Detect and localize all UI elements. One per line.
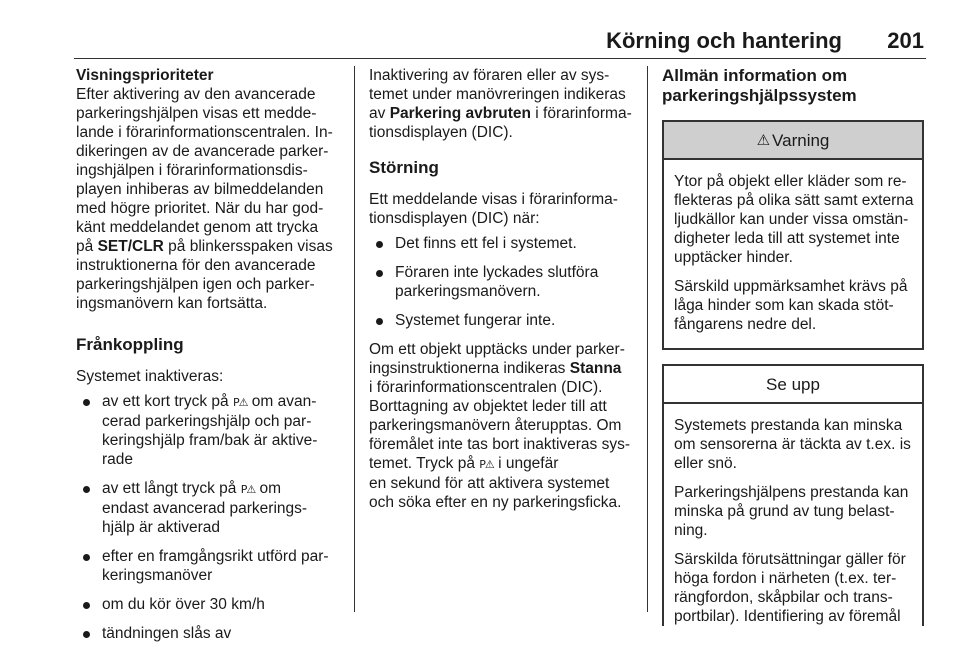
text-line: parkeringshjälpen visas ett medde- [76,105,317,122]
parking-assist-icon: P⚠ [232,396,248,409]
text-line [369,104,632,123]
column-divider-1 [354,66,355,612]
text-fragment: på blinkersspaken visas [163,238,333,255]
text-fragment: på [76,238,98,255]
text-line: en sekund för att aktivera systemet [369,475,610,492]
text-line: om sensorerna är täckta av t.ex. is [674,436,911,453]
warning-label: Varning [772,130,830,150]
list-item [76,547,342,585]
caution-paragraph [674,550,914,626]
text-line: hjälp är aktiverad [102,519,221,536]
page-header-title: Körning och hantering [606,28,842,53]
text-line: tionsdisplayen (DIC). [369,124,513,141]
text-line: eller snö. [674,455,737,472]
text-line: Parkeringshjälpens prestanda kan [674,484,909,501]
bullet-icon [376,241,383,248]
text-fragment: av ett kort tryck på [102,393,233,410]
page-number: 201 [887,28,924,53]
text-line: temet under manövreringen indikeras [369,86,626,103]
text-fragment: ingsinstruktionerna indikeras [369,360,570,377]
text-line: Föraren inte lyckades slutföra [395,264,599,281]
text-line [369,454,632,474]
bullet-icon [83,399,90,406]
text-line: keringsmanöver [102,567,213,584]
bullet-icon [83,554,90,561]
caution-body [664,404,922,626]
list-item [76,479,342,537]
text-line: med högre prioritet. När du har god- [76,200,324,217]
caution-header: Se upp [664,366,922,404]
text-line: Ytor på objekt eller kläder som re- [674,173,907,190]
column-divider-2 [647,66,648,612]
caution-paragraph [674,416,914,473]
text-line: parkeringshjälpssystem [662,86,857,105]
text-line: ingsmanövern kan fortsätta. [76,295,268,312]
text-line: upptäcker hinder. [674,249,793,266]
text-line: känt meddelandet genom att trycka [76,219,319,236]
deactivation-list [76,392,342,643]
text-line: föremålet inte tas bort inaktiveras sys- [369,436,631,453]
parking-assist-icon: P⚠ [479,458,494,471]
text-line: Systemets prestanda kan minska [674,417,903,434]
text-line: tionsdisplayen (DIC) när: [369,210,540,227]
parking-assist-icon: P⚠ [240,483,256,496]
display-priorities-paragraph [76,85,342,313]
text-line: om du kör över 30 km/h [102,596,265,613]
text-line: parkeringsmanövern. [395,283,541,300]
text-line: Särskild uppmärksamhet krävs på [674,278,908,295]
warning-header [664,122,922,160]
deactivation-indication-paragraph [369,66,632,142]
text-line: portbilar). Identifiering av föremål [674,608,901,625]
caution-box [662,364,924,626]
warning-box [662,120,924,350]
fault-heading: Störning [369,158,439,177]
text-line: parkeringshjälpen igen och parker- [76,276,315,293]
text-line: Allmän information om [662,66,848,85]
general-info-heading [662,66,924,106]
text-line: och söka efter en ny parkeringsficka. [369,494,622,511]
text-line: i förarinformationscentralen (DIC). [369,379,603,396]
column-2 [369,66,632,522]
warning-triangle-icon: ⚠ [756,130,771,149]
deactivation-intro: Systemet inaktiveras: [76,368,224,385]
bullet-icon [83,486,90,493]
header-rule [74,58,926,59]
text-line: playen inhiberas av bilmeddelanden [76,181,324,198]
text-line [76,237,342,256]
text-line: keringshjälp fram/bak är aktive- [102,432,318,449]
text-fragment: av [369,105,390,122]
list-item [369,311,632,330]
text-line: dikeringen av de avancerade parker- [76,143,329,160]
text-fragment: av ett långt tryck på [102,480,241,497]
text-line: fångarens nedre del. [674,316,817,333]
bullet-icon [376,270,383,277]
list-item [76,392,342,469]
object-detected-paragraph [369,340,632,512]
text-line: Inaktivering av föraren eller av sys- [369,67,610,84]
text-line: ingshjälpen i förarinformationsdis- [76,162,308,179]
text-line: rade [102,451,134,468]
text-line: lande i förarinformationscentralen. In- [76,124,333,141]
text-line: låga hinder som kan skada stöt- [674,297,894,314]
text-line: ljudkällor kan under vissa omstän- [674,211,909,228]
stop-label: Stanna [569,360,622,377]
text-line: parkeringsmanövern återupptas. Om [369,417,622,434]
text-line: Ett meddelande visas i förarinforma- [369,191,618,208]
text-line: instruktionerna för den avancerade [76,257,316,274]
warning-body [664,160,922,348]
column-1 [76,66,342,653]
text-line: flekteras på olika sätt samt externa [674,192,914,209]
list-item [76,595,342,614]
text-fragment: i ungefär [493,455,559,472]
text-line: digheter leda till att systemet inte [674,230,900,247]
text-fragment: om [255,480,282,497]
text-line: minska på grund av tung belast- [674,503,895,520]
text-fragment: temet. Tryck på [369,455,480,472]
text-line: rängfordon, skåpbilar och trans- [674,589,893,606]
column-3 [662,66,924,640]
text-line: höga fordon i närheten (t.ex. ter- [674,570,897,587]
warning-paragraph [674,172,914,267]
text-line: Det finns ett fel i systemet. [395,235,577,252]
list-item [369,234,632,253]
set-clr-label: SET/CLR [97,238,164,255]
fault-intro [369,190,632,228]
text-fragment: om avan- [247,393,317,410]
fault-list [369,234,632,330]
bullet-icon [83,631,90,638]
text-line: ning. [674,522,708,539]
parking-aborted-label: Parkering avbruten [389,105,531,122]
list-item [76,624,342,643]
text-line: Borttagning av objektet leder till att [369,398,607,415]
text-line: Om ett objekt upptäcks under parker- [369,341,625,358]
text-line: cerad parkeringshjälp och par- [102,413,312,430]
warning-paragraph [674,277,914,334]
list-item [369,263,632,301]
text-line: Systemet fungerar inte. [395,312,556,329]
text-line: efter en framgångsrikt utförd par- [102,548,329,565]
text-line: Särskilda förutsättningar gäller för [674,551,906,568]
text-line [369,359,632,378]
bullet-icon [83,602,90,609]
text-line: endast avancerad parkerings- [102,500,308,517]
text-fragment: i förarinforma- [530,105,632,122]
text-line: tändningen slås av [102,625,232,642]
deactivation-heading: Frånkoppling [76,335,184,354]
caution-paragraph [674,483,914,540]
bullet-icon [376,318,383,325]
display-priorities-heading: Visningsprioriteter [76,67,214,84]
text-line: Efter aktivering av den avancerade [76,86,316,103]
